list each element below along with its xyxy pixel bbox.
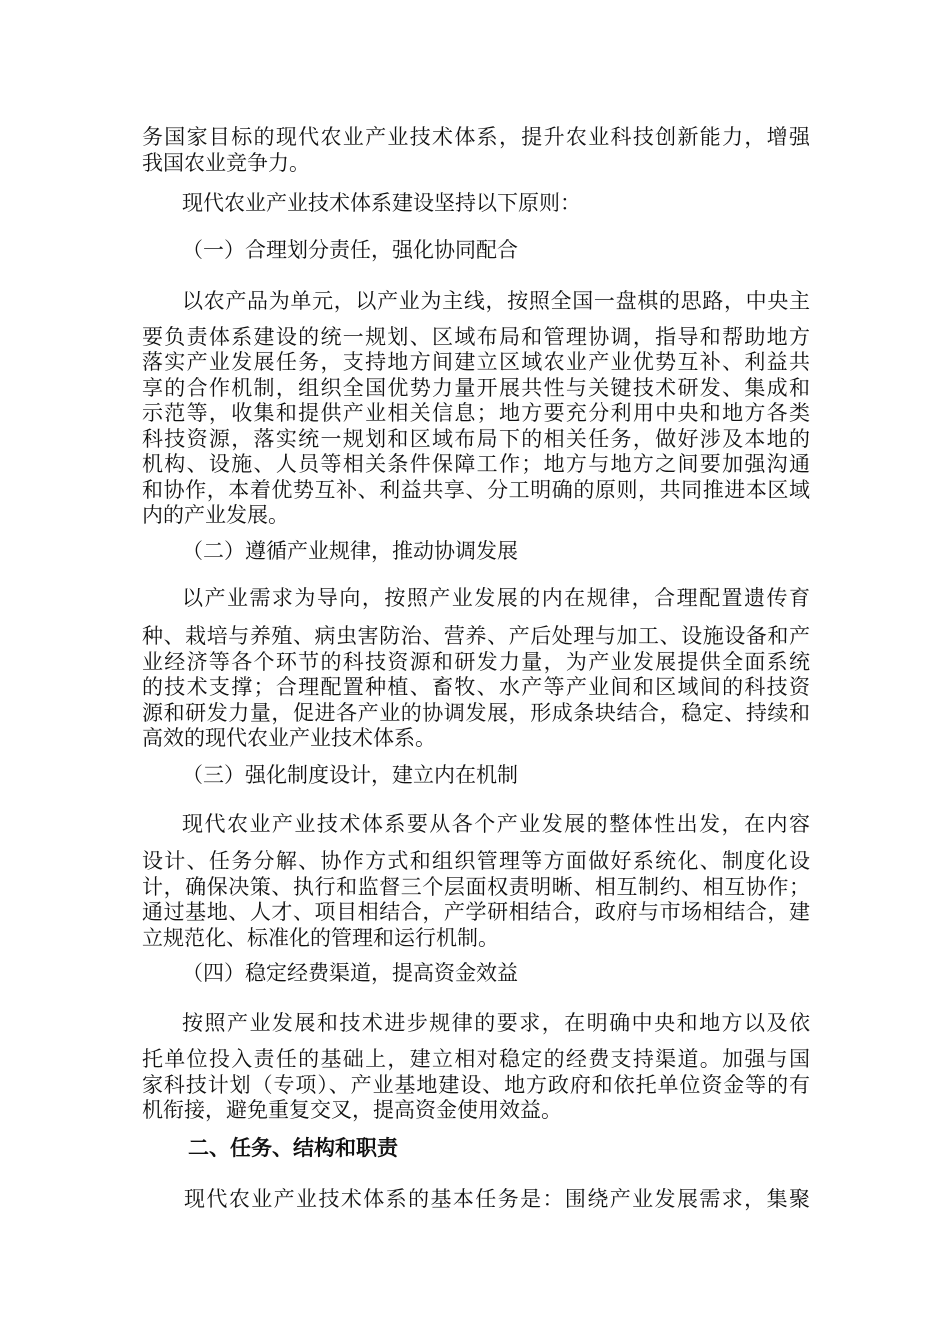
paragraph-line: 务国家目标的现代农业产业技术体系，提升农业科技创新能力，增强 bbox=[142, 125, 810, 149]
paragraph-line: 示范等，收集和提供产业相关信息；地方要充分利用中央和地方各类 bbox=[142, 401, 810, 425]
paragraph-line: 种、栽培与养殖、病虫害防治、营养、产后处理与加工、设施设备和产 bbox=[142, 624, 810, 648]
section-heading: 二、任务、结构和职责 bbox=[188, 1136, 398, 1160]
paragraph-line: 业经济等各个环节的科技资源和研发力量，为产业发展提供全面系统 bbox=[142, 650, 810, 674]
paragraph-line: 立规范化、标准化的管理和运行机制。 bbox=[142, 926, 499, 950]
paragraph-line: 按照产业发展和技术进步规律的要求，在明确中央和地方以及依 bbox=[182, 1011, 810, 1035]
paragraph-line: 的技术支撑；合理配置种植、畜牧、水产等产业间和区域间的科技资 bbox=[142, 675, 810, 699]
subheading-4: （四）稳定经费渠道，提高资金效益 bbox=[182, 961, 518, 985]
paragraph-line: 高效的现代农业产业技术体系。 bbox=[142, 726, 436, 750]
paragraph-line: 以产业需求为导向，按照产业发展的内在规律，合理配置遗传育 bbox=[182, 586, 810, 610]
paragraph-line: 我国农业竞争力。 bbox=[142, 151, 310, 175]
subheading-1: （一）合理划分责任，强化协同配合 bbox=[182, 238, 518, 262]
paragraph-line: 以农产品为单元，以产业为主线，按照全国一盘棋的思路，中央主 bbox=[182, 289, 810, 313]
paragraph-line: 通过基地、人才、项目相结合，产学研相结合，政府与市场相结合，建 bbox=[142, 900, 810, 924]
paragraph-line: 落实产业发展任务，支持地方间建立区域农业产业优势互补、利益共 bbox=[142, 350, 810, 374]
paragraph-line: 机衔接，避免重复交叉，提高资金使用效益。 bbox=[142, 1098, 562, 1122]
paragraph-line: 内的产业发展。 bbox=[142, 503, 289, 527]
paragraph-line: 现代农业产业技术体系的基本任务是：围绕产业发展需求，集聚 bbox=[184, 1187, 810, 1211]
paragraph-line: 托单位投入责任的基础上，建立相对稳定的经费支持渠道。加强与国 bbox=[142, 1047, 810, 1071]
paragraph-line: 计，确保决策、执行和监督三个层面权责明晰、相互制约、相互协作； bbox=[142, 875, 810, 899]
paragraph-line: 科技资源，落实统一规划和区域布局下的相关任务，做好涉及本地的 bbox=[142, 427, 810, 451]
paragraph-line: 源和研发力量，促进各产业的协调发展，形成条块结合，稳定、持续和 bbox=[142, 701, 810, 725]
paragraph-line: 家科技计划（专项）、产业基地建设、地方政府和依托单位资金等的有 bbox=[142, 1073, 810, 1097]
paragraph-line: 要负责体系建设的统一规划、区域布局和管理协调，指导和帮助地方 bbox=[142, 325, 810, 349]
paragraph-line: 现代农业产业技术体系要从各个产业发展的整体性出发，在内容 bbox=[182, 812, 810, 836]
paragraph-line: 和协作，本着优势互补、利益共享、分工明确的原则，共同推进本区域 bbox=[142, 478, 810, 502]
paragraph-line: 设计、任务分解、协作方式和组织管理等方面做好系统化、制度化设 bbox=[142, 849, 810, 873]
subheading-3: （三）强化制度设计，建立内在机制 bbox=[182, 763, 518, 787]
subheading-2: （二）遵循产业规律，推动协调发展 bbox=[182, 539, 518, 563]
paragraph-line: 享的合作机制，组织全国优势力量开展共性与关键技术研发、集成和 bbox=[142, 376, 810, 400]
intro-principles-line: 现代农业产业技术体系建设坚持以下原则： bbox=[182, 191, 581, 215]
paragraph-line: 机构、设施、人员等相关条件保障工作；地方与地方之间要加强沟通 bbox=[142, 452, 810, 476]
